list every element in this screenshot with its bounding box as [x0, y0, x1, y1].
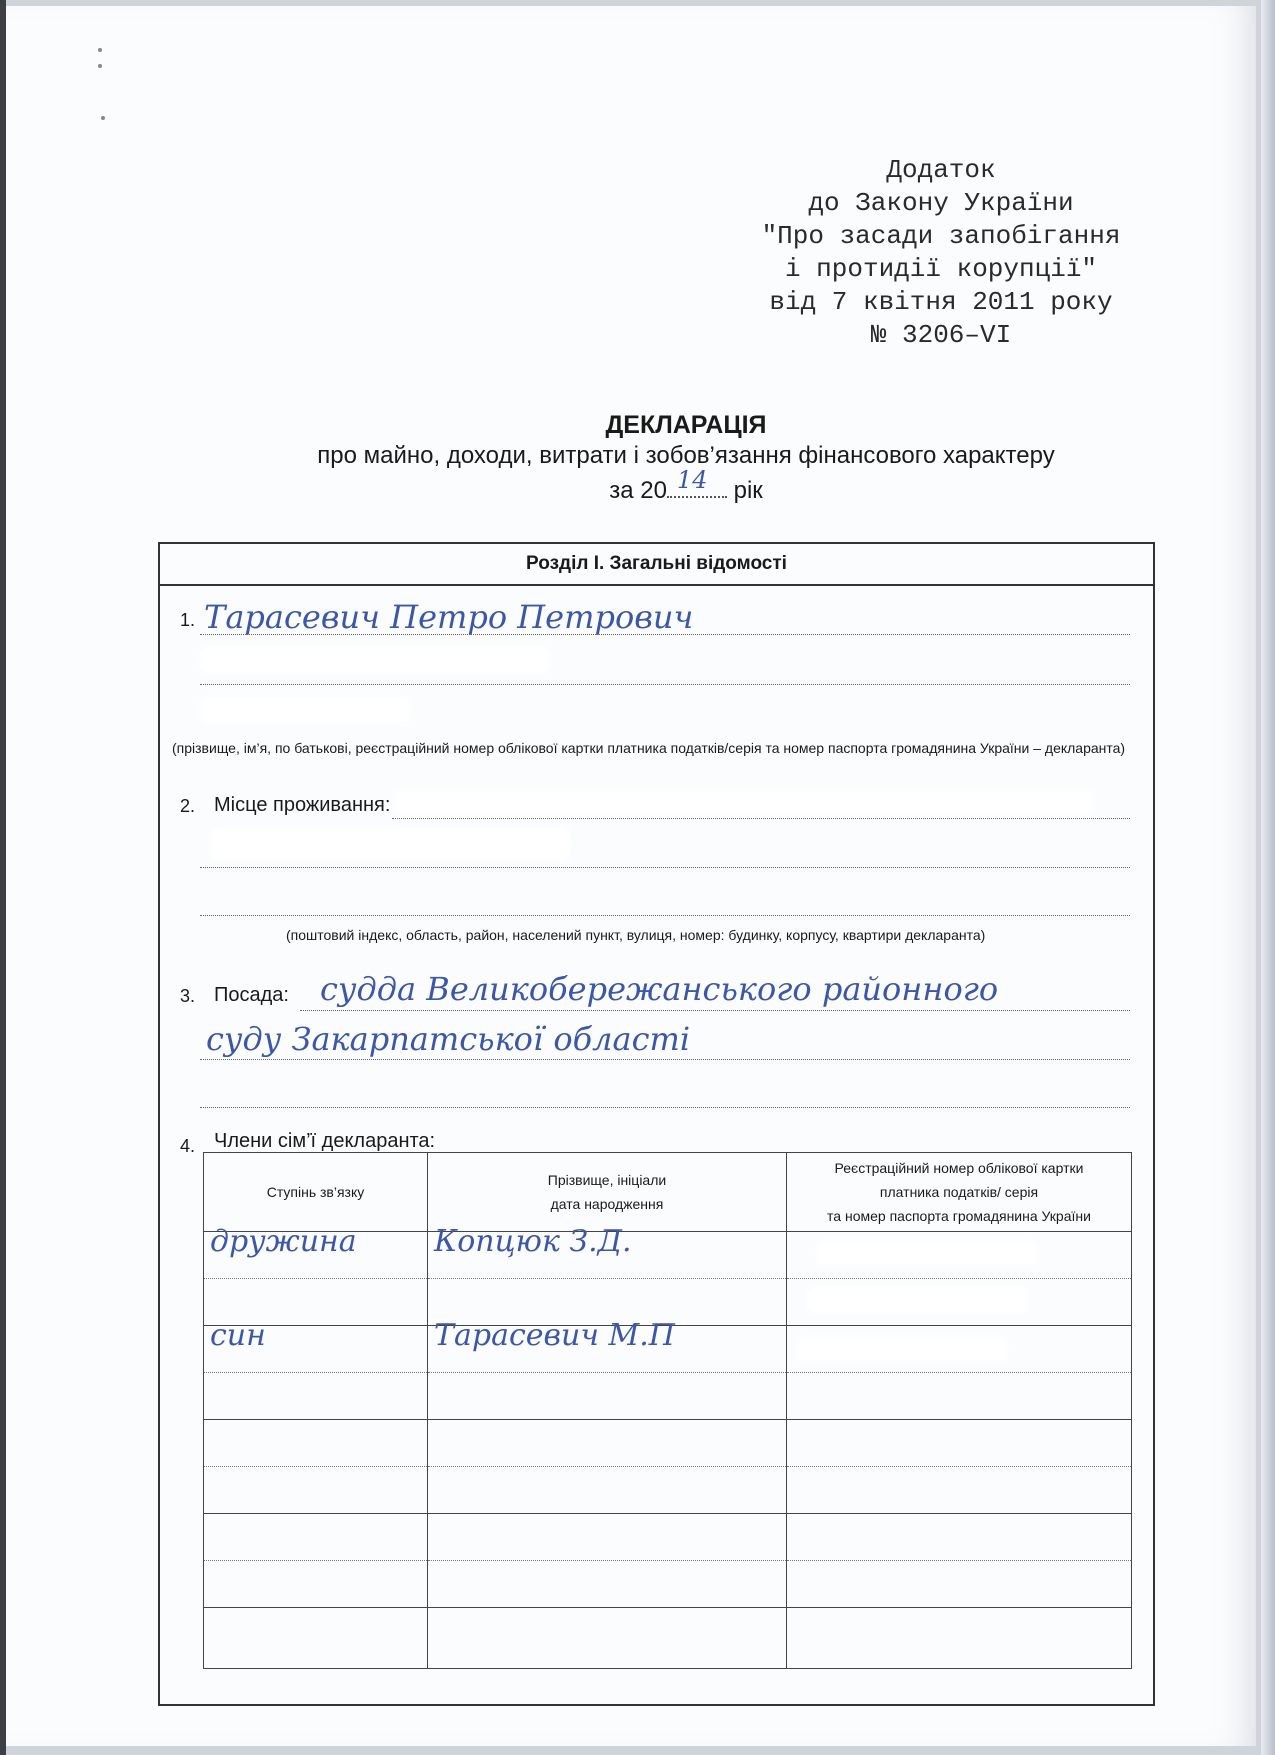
dotted-line: [200, 1107, 1130, 1108]
dotted-line: [200, 1059, 1130, 1060]
item2-caption: (поштовий індекс, область, район, населений пункт, вулиця, номер: будинку, корпусу, квартири декларанта): [286, 927, 986, 943]
cell-name: [428, 1514, 787, 1561]
document-page: [6, 6, 1256, 1746]
redaction-mask: [394, 790, 1094, 814]
dotted-line: [200, 915, 1130, 916]
cell-name: [428, 1608, 787, 1669]
item-number: 3.: [180, 986, 196, 1006]
redaction-mask: [807, 1287, 1027, 1313]
cell-name: [428, 1467, 787, 1514]
table-header-row: [204, 1153, 1132, 1232]
name-handwritten: Копцюк З.Д.: [434, 1224, 632, 1259]
cell-name: [428, 1373, 787, 1420]
scan-speck: [98, 64, 102, 68]
annex-line: і протидії корупції": [784, 254, 1098, 284]
cell-reg-number: [787, 1561, 1132, 1608]
document-title: ДЕКЛАРАЦІЯ: [605, 411, 767, 439]
redaction-mask: [200, 697, 410, 723]
dotted-line: [200, 634, 1130, 635]
family-label: Члени сім’ї декларанта:: [214, 1130, 436, 1152]
scan-right-edge: [1261, 0, 1275, 1755]
annex-line: від 7 квітня 2011 року: [769, 287, 1113, 317]
scan-speck: [98, 48, 102, 52]
item-number: 4.: [180, 1136, 196, 1156]
table-row: [204, 1420, 1132, 1467]
relation-handwritten: дружина: [210, 1224, 357, 1259]
table-row: [204, 1232, 1132, 1279]
document-year-line: [156, 466, 1216, 505]
cell-relation: [204, 1224, 428, 1279]
cell-relation: [204, 1420, 428, 1467]
table-row: [204, 1561, 1132, 1608]
redaction-mask: [200, 647, 550, 673]
redaction-mask: [817, 1240, 1037, 1266]
name-handwritten: Тарасевич М.П: [434, 1318, 675, 1353]
year-handwritten: 14: [676, 466, 708, 494]
item1-caption: (прізвище, ім’я, по батькові, реєстраційний номер облікової картки платника податків/серія та номер паспорта громадянина України – декларанта): [172, 740, 1126, 756]
relation-handwritten: син: [210, 1318, 266, 1353]
annex-line: до Закону України: [808, 188, 1074, 218]
cell-reg-number: [787, 1608, 1132, 1669]
position-label: Посада:: [214, 984, 289, 1006]
cell-reg-number: [787, 1373, 1132, 1420]
section-header: Розділ І. Загальні відомості: [160, 544, 1153, 586]
position-handwritten-line2: суду Закарпатської області: [206, 1020, 691, 1058]
header-relation: Ступінь зв’язку: [204, 1153, 428, 1232]
cell-name: [428, 1420, 787, 1467]
family-members-table: [203, 1152, 1132, 1669]
table-row: [204, 1467, 1132, 1514]
cell-relation: [204, 1514, 428, 1561]
scan-speck: [101, 116, 105, 120]
cell-relation: [204, 1467, 428, 1514]
declarant-name-handwritten: Тарасевич Петро Петрович: [204, 598, 694, 636]
cell-reg-number: [787, 1467, 1132, 1514]
header-reg-number: Реєстраційний номер облікової картки платника податків/ серія та номер паспорта громадянина України: [787, 1153, 1132, 1232]
cell-relation: [204, 1561, 428, 1608]
annex-block: [706, 154, 1176, 352]
redaction-mask: [210, 827, 570, 861]
year-field: [667, 466, 727, 498]
annex-line: № 3206–VI: [870, 320, 1012, 350]
table-row: [204, 1326, 1132, 1373]
residence-label: Місце проживання:: [214, 794, 391, 816]
header-name: Прізвище, ініціали дата народження: [428, 1153, 787, 1232]
cell-name: [428, 1561, 787, 1608]
year-prefix: за 20: [609, 477, 667, 504]
cell-reg-number: [787, 1420, 1132, 1467]
cell-relation: [204, 1318, 428, 1373]
cell-reg-number: [787, 1232, 1132, 1279]
cell-name: [428, 1224, 787, 1279]
table-row: [204, 1373, 1132, 1420]
item-number: 1.: [180, 610, 196, 630]
cell-relation: [204, 1373, 428, 1420]
position-handwritten-line1: судда Великобережанського районного: [320, 970, 999, 1008]
cell-reg-number: [787, 1326, 1132, 1373]
year-suffix: рік: [733, 477, 763, 504]
dotted-line: [300, 1010, 1130, 1011]
dotted-line: [200, 684, 1130, 685]
cell-relation: [204, 1608, 428, 1669]
document-subtitle: про майно, доходи, витрати і зобов’язання фінансового характеру: [317, 442, 1055, 469]
cell-reg-number: [787, 1514, 1132, 1561]
table-row: [204, 1608, 1132, 1669]
cell-name: [428, 1318, 787, 1373]
table-row: [204, 1514, 1132, 1561]
item-number: 2.: [180, 796, 196, 816]
annex-line: "Про засади запобігання: [761, 221, 1121, 251]
redaction-mask: [797, 1336, 1007, 1362]
dotted-line: [200, 867, 1130, 868]
dotted-line: [392, 818, 1130, 819]
cell-reg-number: [787, 1279, 1132, 1326]
annex-line: Додаток: [886, 155, 996, 185]
